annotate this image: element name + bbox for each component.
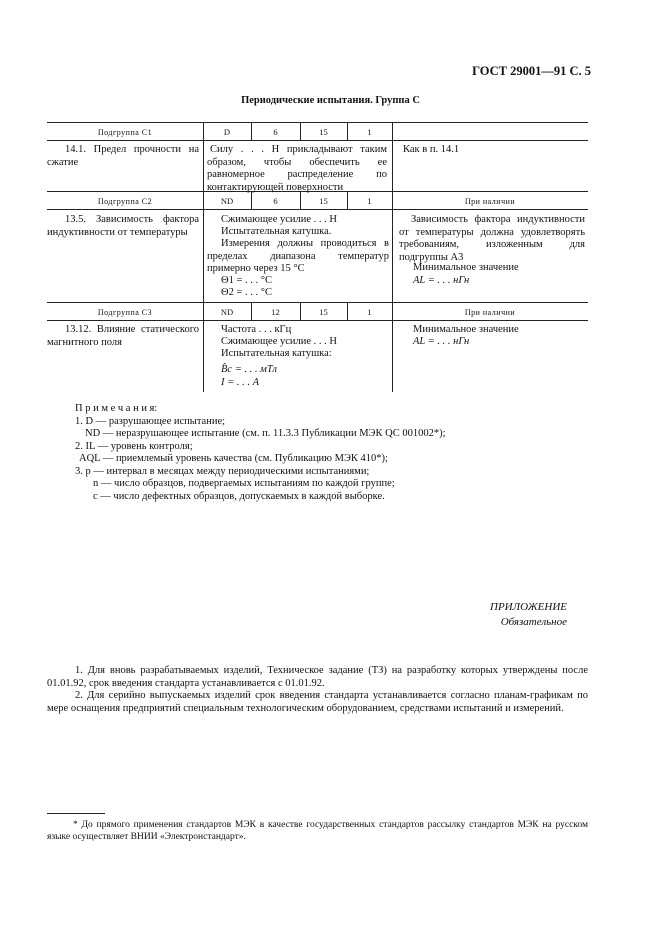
notes-block	[75, 403, 446, 503]
paragraph: 1. Для вновь разрабатываемых изделий, Техническое задание (ТЗ) на разработку которых утверждены после 01.01.92, срок введения стандарта устанавливается с 01.01.92.	[47, 665, 588, 689]
test-conditions: Сжимающее усилие . . . Н	[221, 214, 337, 225]
table-title: Периодические испытания. Группа С	[241, 95, 420, 106]
defects-allowed: 1	[367, 196, 372, 206]
appendix-subtitle: Обязательное	[500, 616, 567, 628]
note-line: 3. p — интервал в месяцах между периодическими испытаниями;	[75, 465, 370, 477]
aql-value: 15	[319, 307, 328, 317]
test-conditions: Испытательная катушка:	[221, 348, 332, 359]
aql-value: 15	[319, 196, 328, 206]
note-line: 2. IL — уровень контроля;	[75, 440, 193, 452]
defects-allowed: 1	[367, 127, 372, 137]
note-line: AQL — приемлемый уровень качества (см. Публикацию МЭК 410*);	[79, 453, 388, 464]
subgroup-label: Подгруппа С3	[97, 308, 153, 317]
table-rule	[47, 140, 588, 141]
test-conditions: Измерения должны проводиться в пределах диапазона температур примерно через 15 °С	[207, 238, 389, 274]
test-type: ND	[220, 196, 234, 206]
test-conditions: Частота . . . кГц	[221, 324, 292, 335]
subgroup-label: Подгруппа С1	[97, 128, 153, 137]
note-header: При наличии	[464, 197, 516, 206]
test-name: 14.1. Предел прочности на сжатие	[47, 144, 199, 168]
document-code: ГОСТ 29001—91 С. 5	[472, 64, 591, 78]
current: I = . . . А	[221, 377, 259, 388]
appendix-heading	[490, 600, 567, 630]
note-header: При наличии	[464, 308, 516, 317]
defects-allowed: 1	[367, 307, 372, 317]
table-rule	[203, 122, 204, 392]
table-rule	[47, 122, 588, 123]
inspection-level: 6	[273, 127, 278, 137]
requirement: Минимальное значение	[413, 262, 519, 273]
footnote: * До прямого применения стандартов МЭК в качестве государственных стандартов рассылку стандартов МЭК на русском языке осуществляет ВНИИ «Электронстандарт».	[47, 820, 588, 842]
temperature-1: Θ1 = . . . °С	[221, 275, 272, 286]
test-conditions: Сжимающее усилие . . . Н	[221, 336, 337, 347]
test-conditions: Силу . . . Н прикладывают таким образом, чтобы обеспечить ее равномерное распределение по контактирующей поверхности	[207, 144, 387, 193]
inductance-factor: AL = . . . нГн	[413, 336, 470, 347]
test-type: D	[223, 127, 231, 137]
table-rule	[47, 209, 588, 210]
test-name: 13.12. Влияние статического магнитного поля	[47, 324, 199, 348]
table-rule	[47, 302, 588, 303]
note-line: 1. D — разрушающее испытание;	[75, 415, 226, 427]
temperature-2: Θ2 = . . . °С	[221, 287, 272, 298]
inspection-level: 6	[273, 196, 278, 206]
requirement: Как в п. 14.1	[403, 144, 460, 155]
table-rule	[47, 320, 588, 321]
appendix-title: ПРИЛОЖЕНИЕ	[490, 601, 567, 613]
paragraph: 2. Для серийно выпускаемых изделий срок введения стандарта устанавливается согласно планам-графикам по мере оснащения предприятий специальным технологическим оборудованием, средствами испытаний и измерений.	[47, 690, 588, 714]
aql-value: 15	[319, 127, 328, 137]
test-type: ND	[220, 307, 234, 317]
test-name: 13.5. Зависимость фактора индуктивности от температуры	[47, 214, 199, 238]
test-conditions: Испытательная катушка.	[221, 226, 332, 237]
inspection-level: 12	[271, 307, 280, 317]
note-line: ND — неразрушающее испытание (см. п. 11.3.3 Публикации МЭК QC 001002*);	[85, 428, 446, 439]
subgroup-label: Подгруппа С2	[97, 197, 153, 206]
footnote-rule	[47, 813, 105, 814]
table-rule	[392, 122, 393, 392]
requirement: Минимальное значение	[413, 324, 519, 335]
note-line: c — число дефектных образцов, допускаемых в каждой выборке.	[93, 490, 385, 502]
inductance-factor: AL = . . . нГн	[413, 275, 470, 286]
magnetic-induction: B̂c = . . . мТл	[221, 364, 277, 375]
notes-title: П р и м е ч а н и я:	[75, 403, 158, 414]
note-line: n — число образцов, подвергаемых испытаниям по каждой группе;	[93, 478, 395, 489]
requirement: Зависимость фактора индуктивности от температуры должна удовлетворять требованиям, изложенным для подгруппы А3	[399, 214, 585, 263]
